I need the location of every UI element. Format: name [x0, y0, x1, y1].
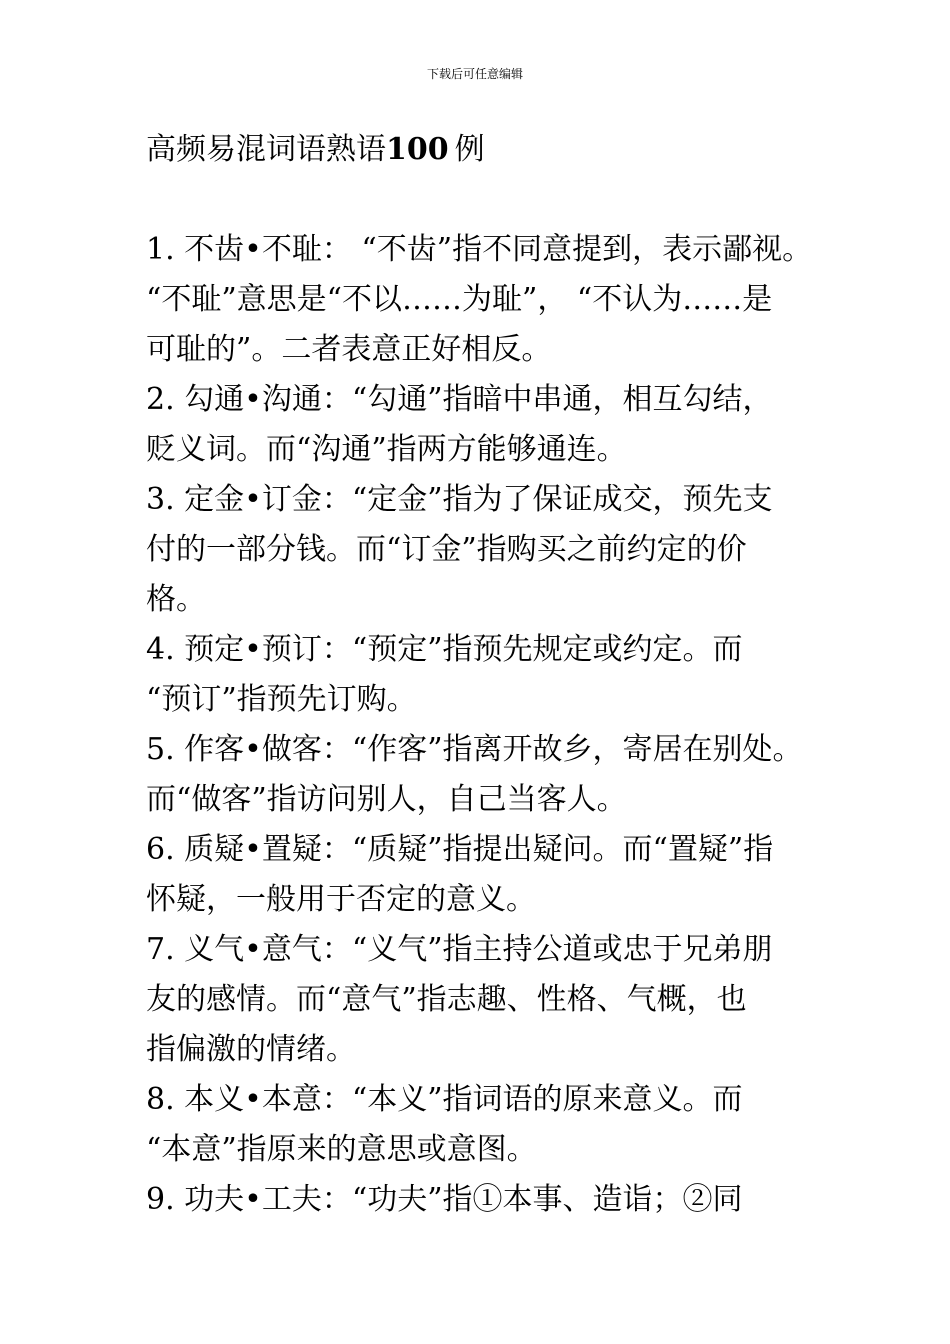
title-suffix: 例 — [454, 132, 485, 167]
entry-line: 怀疑，一般用于否定的意义。 — [146, 882, 536, 917]
entry-line: 5. 作客•做客：“作客”指离开故乡，寄居在别处。 — [146, 732, 803, 767]
entry-list — [146, 225, 836, 1225]
entry-line: 2. 勾通•沟通：“勾通”指暗中串通，相互勾结， — [146, 382, 773, 417]
entry-6 — [146, 825, 836, 925]
entry-4 — [146, 625, 836, 725]
entry-line: “预订”指预先订购。 — [146, 682, 417, 717]
entry-line: 7. 义气•意气：“义气”指主持公道或忠于兄弟朋 — [146, 932, 773, 967]
title-text: 高频易混词语熟语 — [146, 132, 386, 167]
entry-9 — [146, 1175, 836, 1225]
entry-line: 可耻的”。二者表意正好相反。 — [146, 332, 552, 367]
document-title — [146, 130, 485, 170]
entry-line: 4. 预定•预订：“预定”指预先规定或约定。而 — [146, 632, 743, 667]
entry-line: 格。 — [146, 582, 206, 617]
entry-line: “不耻”意思是“不以……为耻”， “不认为……是 — [146, 282, 773, 317]
header-note: 下载后可任意编辑 — [426, 67, 523, 81]
entry-line: “本意”指原来的意思或意图。 — [146, 1132, 537, 1167]
entry-2 — [146, 375, 836, 475]
entry-line: 1. 不齿•不耻： “不齿”指不同意提到，表示鄙视。 — [146, 232, 813, 267]
entry-line: 友的感情。而“意气”指志趣、性格、气概，也 — [146, 982, 747, 1017]
entry-line: 贬义词。而“沟通”指两方能够通连。 — [146, 432, 627, 467]
entry-line: 付的一部分钱。而“订金”指购买之前约定的价 — [146, 532, 747, 567]
entry-line: 指偏激的情绪。 — [146, 1032, 356, 1067]
title-number: 100 — [386, 132, 449, 167]
entry-line: 8. 本义•本意：“本义”指词语的原来意义。而 — [146, 1082, 743, 1117]
entry-line: 9. 功夫•工夫：“功夫”指①本事、造诣；②同 — [146, 1182, 743, 1217]
entry-7 — [146, 925, 836, 1075]
entry-line: 6. 质疑•置疑：“质疑”指提出疑问。而“置疑”指 — [146, 832, 774, 867]
entry-1 — [146, 225, 836, 375]
entry-5 — [146, 725, 836, 825]
entry-3 — [146, 475, 836, 625]
entry-8 — [146, 1075, 836, 1175]
entry-line: 而“做客”指访问别人，自己当客人。 — [146, 782, 627, 817]
entry-line: 3. 定金•订金：“定金”指为了保证成交，预先支 — [146, 482, 773, 517]
